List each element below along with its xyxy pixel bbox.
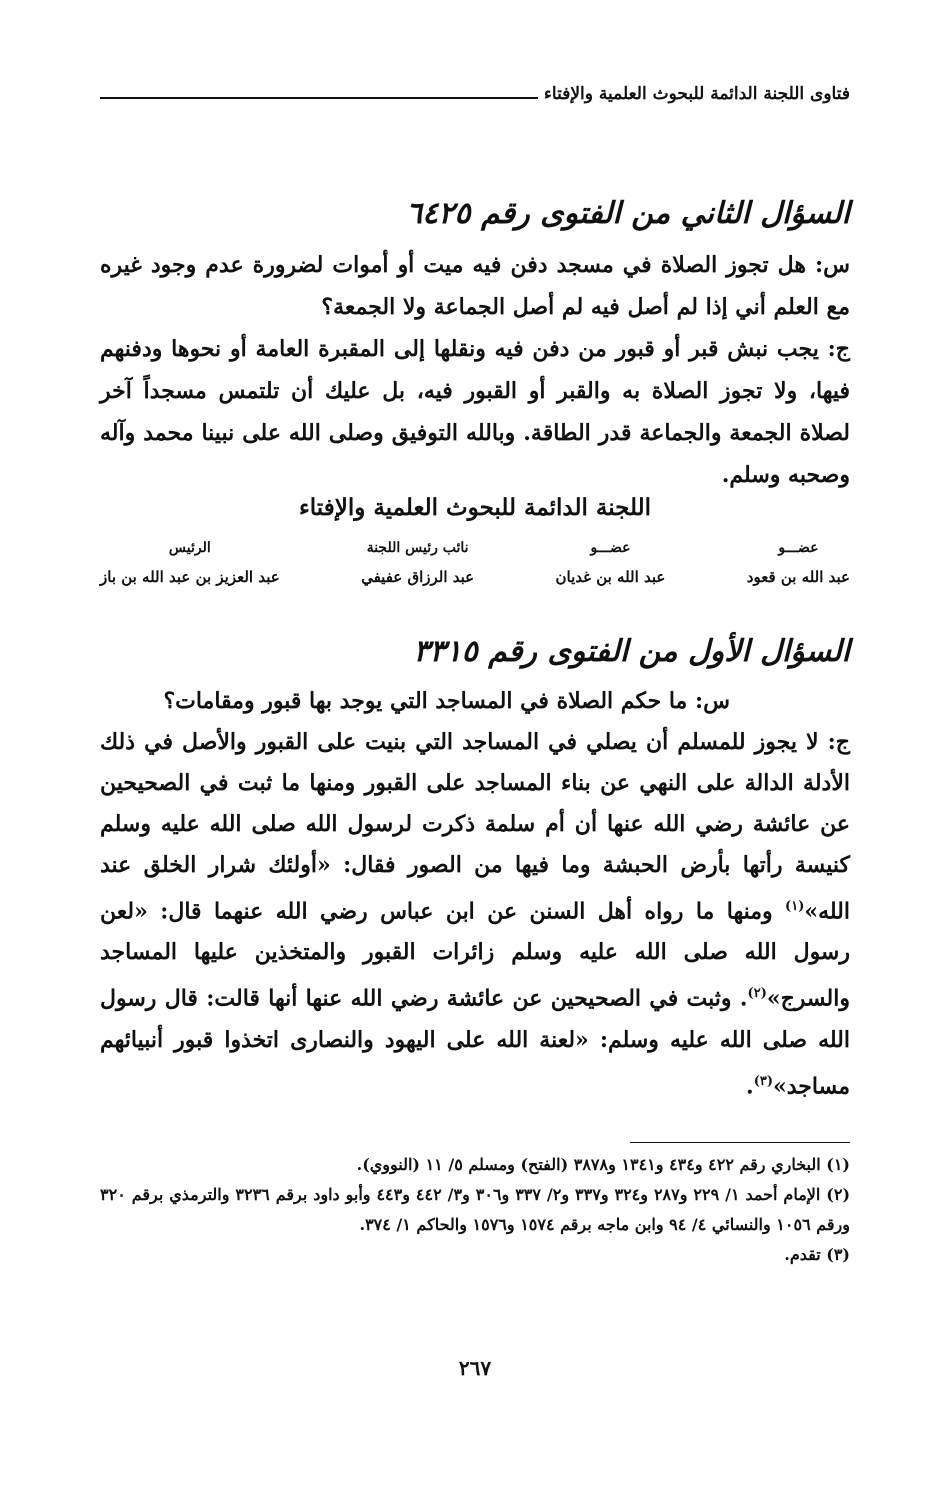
answer-label: ج: — [827, 336, 850, 362]
fatwa-1-answer — [100, 328, 850, 496]
page-number: ٢٦٧ — [458, 1356, 492, 1380]
footnote-1: (١) البخاري رقم ٤٢٢ و٤٣٤ و١٣٤١ و٣٨٧٨ (الفتح) ومسلم ٥/ ١١ (النووي). — [356, 1155, 850, 1174]
answer-text-2: ومنها ما رواه أهل السنن عن ابن عباس رضي الله عنهما قال: «لعن رسول الله صلى الله عليه وسلم زائرات القبور والمتخذين عليها المساجد والسرج» — [100, 898, 850, 1012]
fatwa-2-heading: السؤال الأول من الفتوى رقم ٣٣١٥ — [413, 634, 850, 669]
answer-end: . — [746, 1072, 754, 1099]
member-name: عبد العزيز بن عبد الله بن باز — [100, 568, 280, 586]
answer-text: يجب نبش قبر أو قبور من دفن فيه ونقلها إلى المقبرة العامة أو نحوها ودفنهم فيها، ولا تجوز الصلاة به والقبر أو القبور فيه، بل عليك أن تلتمس مسجداً آخر لصلاة الجمعة والجماعة قدر الطاقة. وبالله التوفيق وصلى الله على نبينا محمد وآله وصحبه وسلم. — [100, 336, 850, 488]
footnote-ref-2[interactable]: (٢) — [747, 986, 767, 1002]
question-text: ما حكم الصلاة في المساجد التي يوجد بها قبور ومقامات؟ — [163, 688, 688, 714]
member-role: عضـــو — [590, 540, 631, 556]
question-label: س: — [815, 252, 850, 278]
signature-vice-chair — [361, 540, 474, 586]
answer-label: ج: — [827, 729, 850, 755]
member-name: عبد الرزاق عفيفي — [361, 568, 475, 586]
signature-member-2 — [556, 540, 666, 586]
committee-signatures — [100, 540, 850, 586]
answer-text-3: . وثبت في الصحيحين عن عائشة رضي الله عنها أنها قالت: قال رسول الله صلى الله عليه وسلم: «لعنة الله على اليهود والنصارى اتخذوا قبور أنبيائهم مساجد» — [100, 985, 850, 1099]
header-rule — [100, 97, 538, 99]
footnote-2: (٢) الإمام أحمد ١/ ٢٢٩ و٢٨٧ و٣٢٤ و٣٣٧ و٢/ ٣٣٧ و٣٠٦ و٣/ ٤٤٢ و٤٤٣ وأبو داود برقم ٣٢٣٦ والترمذي برقم ٣٢٠ ورقم ١٠٥٦ والنسائي ٤/ ٩٤ وابن ماجه برقم ١٥٧٤ و١٥٧٦ والحاكم ١/ ٣٧٤. — [100, 1185, 851, 1234]
answer-text-1: لا يجوز للمسلم أن يصلي في المساجد التي بنيت على القبور والأصل في ذلك الأدلة الدالة على النهي عن بناء المساجد على القبور ومنها ما ثبت في الصحيحين عن عائشة رضي الله عنها أن أم سلمة ذكرت لرسول الله صلى الله عليه وسلم كنيسة رأتها بأرض الحبشة وما فيها من الصور فقال: «أولئك شرار الخلق عند الله» — [100, 729, 850, 925]
committee-title: اللجنة الدائمة للبحوث العلمية والإفتاء — [298, 494, 652, 521]
signature-member-1 — [747, 540, 850, 586]
running-title: فتاوى اللجنة الدائمة للبحوث العلمية والإفتاء — [543, 84, 850, 104]
member-role: الرئيس — [168, 540, 211, 556]
question-label: س: — [695, 688, 730, 714]
question-text: هل تجوز الصلاة في مسجد دفن فيه ميت أو أموات لضرورة عدم وجود غيره مع العلم أني إذا لم أصل فيه لم أصل الجماعة ولا الجمعة؟ — [100, 252, 850, 320]
footnote-ref-3[interactable]: (٣) — [753, 1073, 773, 1089]
running-header — [100, 84, 850, 104]
fatwa-1-heading: السؤال الثاني من الفتوى رقم ٦٤٢٥ — [406, 196, 850, 231]
footnote-3: (٣) تقدم. — [784, 1245, 850, 1264]
footnotes — [100, 1150, 850, 1270]
fatwa-2-answer — [100, 722, 850, 1107]
member-role: عضـــو — [778, 540, 819, 556]
member-name: عبد الله بن قعود — [746, 568, 850, 586]
fatwa-2-question — [100, 680, 850, 722]
signature-chair — [100, 540, 280, 586]
member-role: نائب رئيس اللجنة — [366, 540, 469, 556]
footnote-rule — [630, 1142, 850, 1143]
fatwa-1-question — [100, 244, 850, 328]
footnote-ref-1[interactable]: (١) — [785, 899, 805, 914]
member-name: عبد الله بن غديان — [555, 568, 666, 586]
